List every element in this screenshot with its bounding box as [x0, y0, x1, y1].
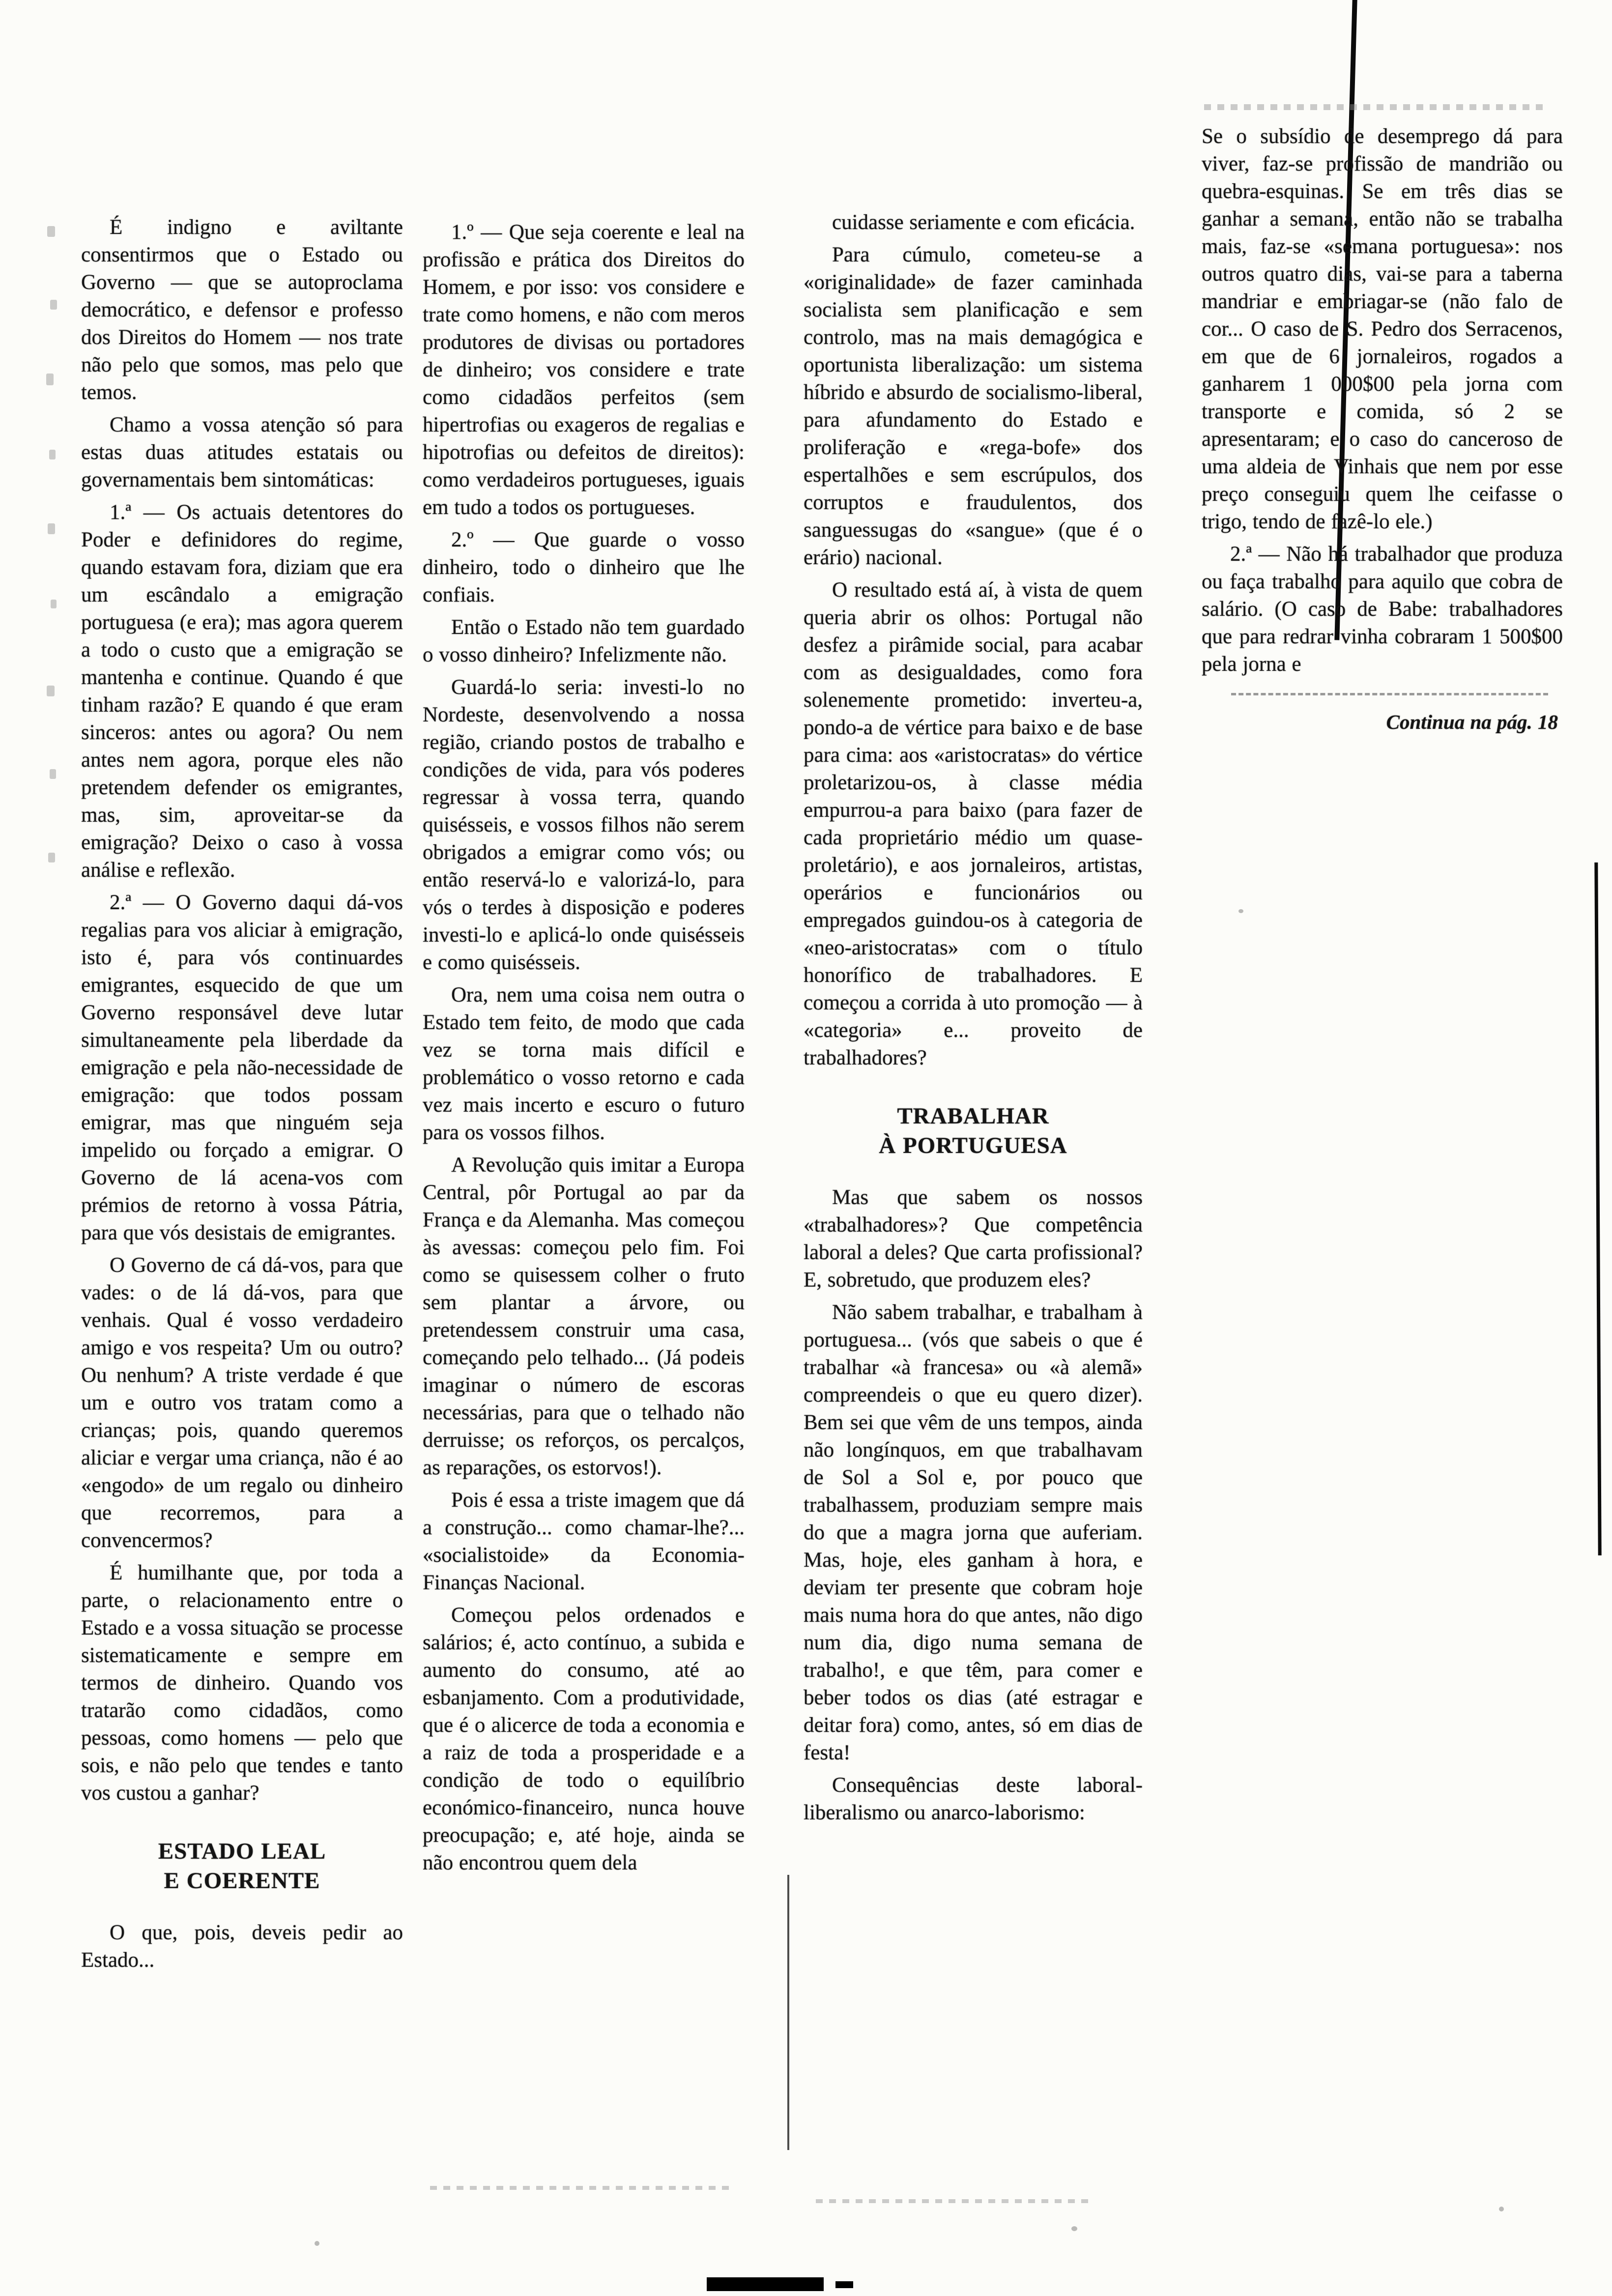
margin-noise: [49, 450, 56, 459]
smudged-dots-row: [430, 2186, 730, 2190]
paragraph: Guardá-lo seria: investi-lo no Nordeste, desenvolvendo a nossa região, criando postos de trabalho e condições de vida, para vós poderes regressar à vossa terra, quando quisésseis, e vossos filhos não serem obrigados a emigrar como vós; ou então reservá-lo e valorizá-lo, para vós o terdes à disposição e poderes investi-lo e aplicá-lo onde quisésseis e como quisésseis.: [423, 676, 745, 974]
dotted-separator: [1231, 693, 1548, 695]
heading-line: ESTADO LEAL: [158, 1838, 326, 1864]
paragraph: O resultado está aí, à vista de quem queria abrir os olhos: Portugal não desfez a pirâmide social, para acabar com as desigualdades, como fora solenemente prometido: inverteu-a, pondo-a de vértice para baixo e de base para cima: aos «aristocratas» do vértice proletarizou-os, à classe média empurrou-a para baixo (para fazer de cada proprietário médio um quase-proletário), e aos jornaleiros, artistas, operários e funcionários ou empregados guindou-os à categoria de «neo-aristocratas» com o título honorífico de trabalhadores. E começou a corrida à uto promoção — à «categoria» e... proveito de trabalhadores?: [804, 578, 1143, 1069]
paragraph: Chamo a vossa atenção só para estas duas atitudes estatais ou governamentais bem sintomáticas:: [81, 413, 403, 491]
scan-speck: [1238, 909, 1243, 913]
paragraph: Começou pelos ordenados e salários; é, acto contínuo, a subida e aumento do consumo, até ao esbanjamento. Com a produtividade, que é o alicerce de toda a economia e a raiz de toda a prosperidade e a condição de todo o equilíbrio económico-financeiro, nunca houve preocupação; e, até hoje, ainda se não encontrou quem dela: [423, 1604, 745, 1874]
margin-noise: [46, 373, 54, 385]
margin-noise: [48, 853, 55, 862]
margin-noise: [48, 523, 55, 534]
column-rule-fragment: [787, 1875, 789, 2150]
paragraph: 1.ª — Os actuais detentores do Poder e definidores do regime, quando estavam fora, diziam que era um escândalo a emigração portuguesa (e era); mas agora querem a todo o custo que a emigração se mantenha e continue. Quando é que tinham razão? E quando é que eram sinceros: antes ou agora? Ou nem antes nem agora, porque eles não pretendem defender os emigrantes, mas, sim, aproveitar-se da emigração? Deixo o caso à vossa análise e reflexão.: [81, 501, 403, 882]
section-heading-trabalhar: [804, 1101, 1143, 1160]
paragraph: Se o subsídio de desemprego dá para viver, faz-se profissão de mandrião ou quebra-esquinas. Se em três dias se ganhar a semana, então não se trabalha mais, faz-se «semana portuguesa»: nos outros quatro dias, vai-se para a taberna mandriar e embriagar-se (não falo de cor... O caso de S. Pedro dos Serracenos, em que de 6 jornaleiros, rogados a ganharem 1 000$00 pela jorna com transporte e comida, só 2 se apresentaram; e o caso do canceroso de uma aldeia de Vinhais que nem por esse preço conseguiu quem lhe ceifasse o trigo, tendo de fazê-lo ele.): [1202, 125, 1563, 533]
smudged-dots-row-2: [816, 2199, 1091, 2203]
section-heading-estado-leal: [81, 1837, 403, 1895]
paragraph: O Governo de cá dá-vos, para que vades: o de lá dá-vos, para que venhais. Qual é vosso verdadeiro amigo e vos respeita? Um ou outro? Ou nenhum? A triste verdade é que um e outro vos tratam como a crianças; pois, quando queremos aliciar e vergar uma criança, não é ao «engodo» de um regalo ou dinheiro que recorremos, para a convencermos?: [81, 1254, 403, 1552]
heading-line: TRABALHAR: [897, 1103, 1049, 1129]
column-2: [423, 219, 745, 1882]
paragraph: O que, pois, deveis pedir ao Estado...: [81, 1921, 403, 1972]
column-4: [1202, 123, 1563, 736]
margin-noise: [51, 600, 57, 608]
continuation-note: Continua na pág. 18: [1386, 711, 1558, 733]
heading-line: E COERENTE: [164, 1868, 320, 1894]
heading-line: À PORTUGUESA: [879, 1133, 1067, 1158]
paragraph: Não sabem trabalhar, e trabalham à portuguesa... (vós que sabeis o que é trabalhar «à francesa» ou «à alemã» compreendeis o que eu quero dizer). Bem sei que vêm de uns tempos, ainda não longínquos, em que trabalhavam de Sol a Sol e, por pouco que trabalhassem, produziam sempre mais do que a magra jorna que auferiam. Mas, hoje, eles ganham à hora, e deviam ter presente que cobram hoje mais numa hora do que antes, não digo num dia, digo numa semana de trabalho!, e que têm, para comer e beber todos os dias (até estragar e deitar fora) como, antes, só em dias de festa!: [804, 1301, 1143, 1764]
paragraph: A Revolução quis imitar a Europa Central, pôr Portugal ao par da França e da Alemanha. Mas começou às avessas: começou pelo fim. Foi como se quisessem colher o fruto sem plantar a árvore, ou pretendessem construir uma casa, começando pelo telhado... (Já podeis imaginar o número de escoras necessárias, para que o telhado não derruisse; os reforços, os percalços, as reparações, os estorvos!).: [423, 1153, 745, 1479]
scan-speck: [1499, 2207, 1504, 2211]
paragraph: 1.º — Que seja coerente e leal na profissão e prática dos Direitos do Homem, e por isso: vos considere e trate como homens, e não com meros produtores de divisas ou portadores de dinheiro; vos considere e trate como cidadãos perfeitos (sem hipertrofias ou exageros de regalias e hipotrofias ou defeitos de direitos): como verdadeiros portugueses, iguais em tudo a todos os portugueses.: [423, 221, 745, 519]
paragraph: Para cúmulo, cometeu-se a «originalidade» de fazer caminhada socialista sem planificação e sem controlo, mas na mais demagógica e oportunista liberalização: um sistema híbrido e absurdo de socialismo-liberal, para afundamento do Estado e proliferação e «rega-bofe» dos espertalhões e sem escrúpulos, dos corruptos e fraudulentos, dos sanguessugas do «sangue» (que é o erário) nacional.: [804, 243, 1143, 569]
paragraph: 2.ª — Não há trabalhador que produza ou faça trabalho para aquilo que cobra de salário. (O caso de Babe: trabalhadores que para redrar vinha cobraram 1 500$00 pela jorna e: [1202, 543, 1563, 676]
paragraph: cuidasse seriamente e com eficácia.: [832, 211, 1135, 234]
margin-noise: [50, 300, 57, 310]
paragraph: Consequências deste laboral-liberalismo ou anarco-laborismo:: [804, 1774, 1143, 1824]
paragraph: Pois é essa a triste imagem que dá a construção... como chamar-lhe?... «socialistoide» da Economia-Finanças Nacional.: [423, 1489, 745, 1594]
margin-noise: [47, 686, 55, 696]
column-1: [81, 214, 403, 1979]
scan-crease-line-right: [1594, 862, 1601, 1555]
ink-blot-bar: [707, 2277, 824, 2291]
paragraph: Então o Estado não tem guardado o vosso dinheiro? Infelizmente não.: [423, 616, 745, 666]
smudged-text-row: [1204, 104, 1543, 110]
paragraph: Mas que sabem os nossos «trabalhadores»? Que competência laboral a deles? Que carta profissional? E, sobretudo, que produzem eles?: [804, 1186, 1143, 1292]
paragraph: Ora, nem uma coisa nem outra o Estado tem feito, de modo que cada vez se torna mais difícil e problemático o vosso retorno e cada vez mais incerto e escuro o futuro para os vossos filhos.: [423, 983, 745, 1144]
paragraph: É humilhante que, por toda a parte, o relacionamento entre o Estado e a vossa situação se processe sistematicamente e sempre em termos de dinheiro. Quando vos tratarão como cidadãos, como pessoas, como homens — pelo que sois, e não pelo que tendes e tanto vos custou a ganhar?: [81, 1561, 403, 1805]
scan-speck: [1071, 2226, 1077, 2231]
scan-speck: [315, 2241, 319, 2246]
paragraph: 2.ª — O Governo daqui dá-vos regalias para vos aliciar à emigração, isto é, para vós continuardes emigrantes, esquecido de que um Governo responsável deve lutar simultaneamente pela liberdade da emigração e pela não-necessidade de emigração: que todos possam emigrar, mas que ninguém seja impelido ou forçado a emigrar. O Governo de lá acena-vos com prémios de retorno à vossa Pátria, para que vós desistais de emigrantes.: [81, 891, 403, 1244]
paragraph: É indigno e aviltante consentirmos que o Estado ou Governo — que se autoproclama democrático, e defensor e professo dos Direitos do Homem — nos trate não pelo que somos, mas pelo que temos.: [81, 216, 403, 404]
margin-noise: [47, 226, 55, 237]
margin-noise: [50, 769, 56, 779]
column-3: [804, 209, 1143, 1832]
paragraph: 2.º — Que guarde o vosso dinheiro, todo o dinheiro que lhe confiais.: [423, 528, 745, 606]
ink-blot-small: [835, 2281, 853, 2288]
